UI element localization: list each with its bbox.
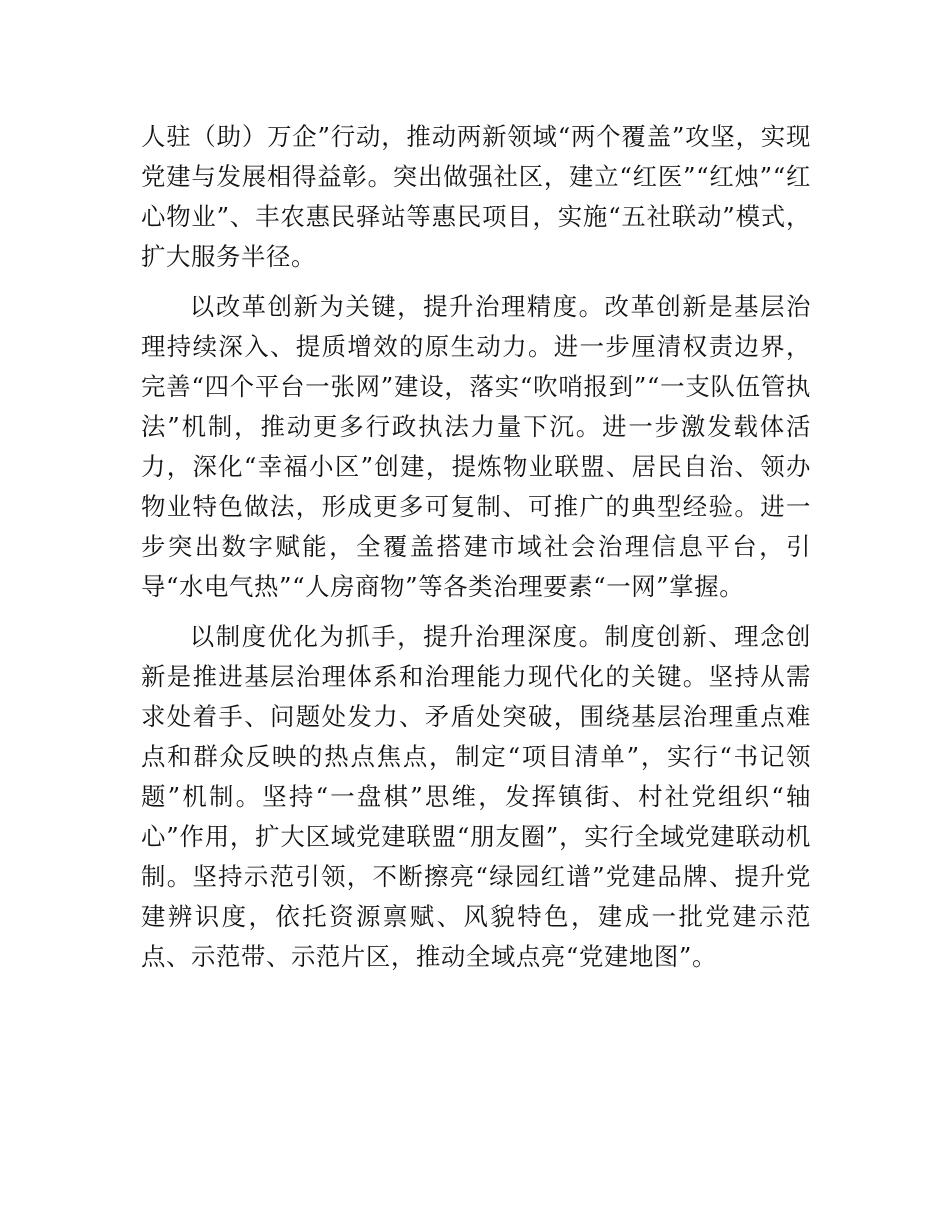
paragraph-system-optimization: 以制度优化为抓手，提升治理深度。制度创新、理念创新是推进基层治理体系和治理能力现代化的关键。坚持从需求处着手、问题处发力、矛盾处突破，围绕基层治理重点难点和群众反映的热点焦点，制定“项目清单”，实行“书记领题”机制。坚持“一盘棋”思维，发挥镇街、村社党组织“轴心”作用，扩大区域党建联盟“朋友圈”，实行全域党建联动机制。坚持示范引领，不断擦亮“绿园红谱”党建品牌、提升党建辨识度，依托资源禀赋、风貌特色，建成一批党建示范点、示范带、示范片区，推动全域点亮“党建地图”。	[141, 622, 811, 971]
document-body	[141, 117, 811, 987]
paragraph-continuation: 人驻（助）万企”行动，推动两新领域“两个覆盖”攻坚，实现党建与发展相得益彰。突出做强社区，建立“红医”“红烛”“红心物业”、丰农惠民驿站等惠民项目，实施“五社联动”模式，扩大服务半径。	[141, 122, 811, 271]
paragraph-reform-innovation: 以改革创新为关键，提升治理精度。改革创新是基层治理持续深入、提质增效的原生动力。进一步厘清权责边界，完善“四个平台一张网”建设，落实“吹哨报到”“一支队伍管执法”机制，推动更多行政执法力量下沉。进一步激发载体活力，深化“幸福小区”创建，提炼物业联盟、居民自治、领办物业特色做法，形成更多可复制、可推广的典型经验。进一步突出数字赋能，全覆盖搭建市域社会治理信息平台，引导“水电气热”“人房商物”等各类治理要素“一网”掌握。	[141, 292, 811, 601]
